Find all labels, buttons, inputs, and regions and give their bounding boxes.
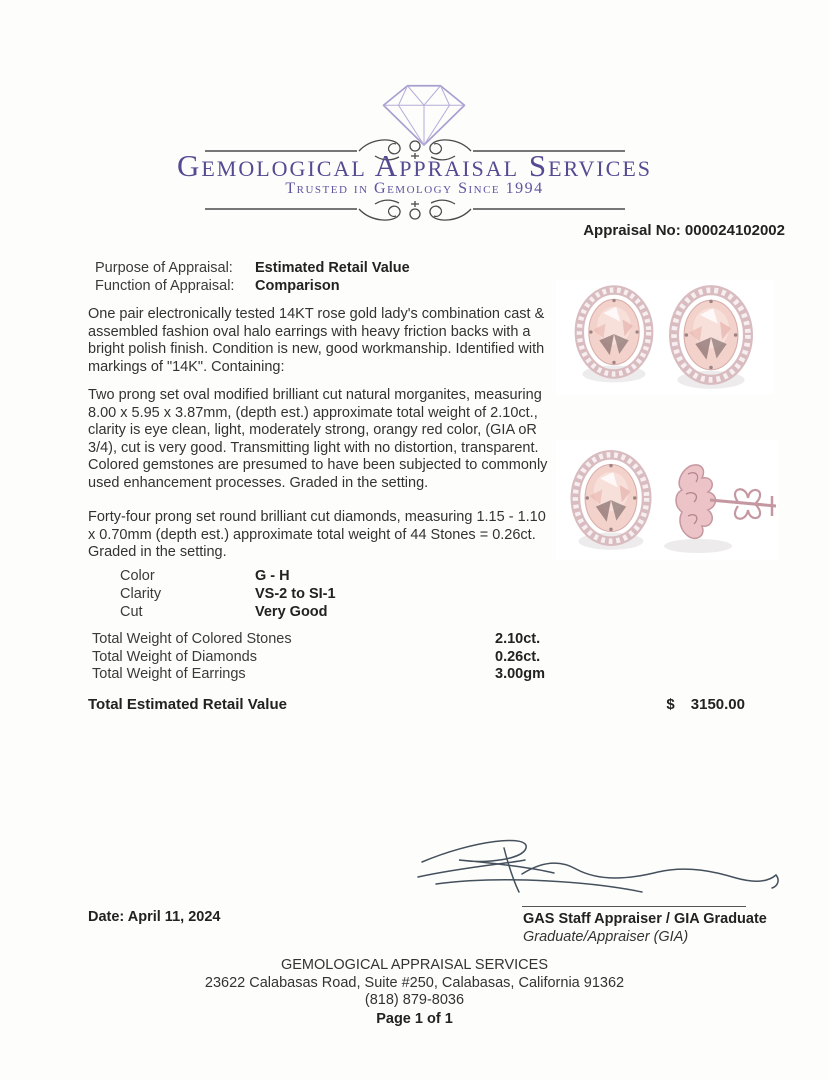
diamond-description-paragraph: Forty-four prong set round brilliant cut diamonds, measuring 1.15 - 1.10 x 0.70mm (depth est.) approximate total weight of 44 Stones = 0.26ct. Graded in the setting. — [88, 509, 546, 560]
cut-value: Very Good — [255, 604, 328, 620]
earrings-side-view-photo — [556, 440, 778, 560]
color-value: G - H — [255, 568, 290, 584]
company-title: Gemological Appraisal Services — [176, 148, 653, 183]
purpose-label: Purpose of Appraisal: — [95, 260, 233, 276]
morganite-description-paragraph: Two prong set oval modified brilliant cut natural morganites, measuring 8.00 x 5.95 x 3.87mm, (depth est.) approximate total weight of 2.10ct., clarity is eye clean, light, moderately strong, orangy red color, (GIA oR 3/4), cut is very good. Transmitting light with no distortion, transparent. Colored gemstones are presumed to have been subjected to commonly used enhancement processes. Graded in the setting. — [88, 387, 548, 491]
total-retail-value-amount — [666, 696, 745, 713]
appraisal-number: Appraisal No: 000024102002 — [583, 222, 785, 239]
currency-symbol: $ — [666, 696, 675, 713]
clarity-label: Clarity — [120, 586, 162, 602]
clarity-value: VS-2 to SI-1 — [255, 586, 336, 602]
header-ornament-divider-bottom — [205, 196, 625, 226]
cut-row — [120, 603, 336, 621]
colored-stones-weight-label: Total Weight of Colored Stones — [92, 631, 292, 647]
color-row — [120, 567, 336, 585]
document-footer — [0, 957, 829, 1028]
appraiser-credentials: Graduate/Appraiser (GIA) — [523, 929, 689, 945]
appraisal-info-block — [95, 260, 410, 295]
appraiser-signature — [404, 832, 786, 906]
earrings-front-view-photo — [556, 280, 774, 394]
earrings-weight-label: Total Weight of Earrings — [92, 666, 246, 682]
company-tagline: Trusted in Gemology Since 1994 — [285, 180, 544, 197]
colored-stones-weight-row — [92, 631, 652, 649]
retail-amount: 3150.00 — [690, 696, 745, 713]
color-label: Color — [120, 568, 155, 584]
footer-address: 23622 Calabasas Road, Suite #250, Calabasas, California 91362 — [204, 974, 625, 991]
colored-stones-weight-value: 2.10ct. — [495, 631, 541, 647]
total-retail-value-label: Total Estimated Retail Value — [88, 696, 287, 713]
function-row — [95, 278, 410, 296]
appraiser-title: GAS Staff Appraiser / GIA Graduate — [523, 911, 767, 927]
function-label: Function of Appraisal: — [95, 277, 235, 294]
earrings-weight-value: 3.00gm — [495, 666, 545, 682]
purpose-value: Estimated Retail Value — [255, 260, 410, 276]
function-value: Comparison — [255, 277, 340, 294]
diamonds-weight-row — [92, 649, 652, 667]
weight-totals-table — [92, 631, 652, 684]
diamond-grades-table — [120, 567, 336, 621]
diamonds-weight-label: Total Weight of Diamonds — [92, 648, 257, 665]
diamonds-weight-value: 0.26ct. — [495, 648, 541, 665]
footer-company-name: GEMOLOGICAL APPRAISAL SERVICES — [280, 957, 548, 973]
earrings-weight-row — [92, 666, 652, 684]
appraisal-date: Date: April 11, 2024 — [88, 909, 221, 925]
signature-line — [522, 906, 746, 907]
item-description-paragraph: One pair electronically tested 14KT rose gold lady's combination cast & assembled fashion oval halo earrings with heavy friction backs with a bright polish finish. Condition is new, good workmanship. Identified with markings of "14K". Containing: — [88, 306, 545, 375]
cut-label: Cut — [120, 604, 143, 620]
page-number: Page 1 of 1 — [376, 1010, 453, 1027]
total-retail-value-row — [88, 696, 745, 713]
footer-phone: (818) 879-8036 — [364, 992, 465, 1008]
purpose-row — [95, 260, 410, 278]
clarity-row — [120, 585, 336, 603]
